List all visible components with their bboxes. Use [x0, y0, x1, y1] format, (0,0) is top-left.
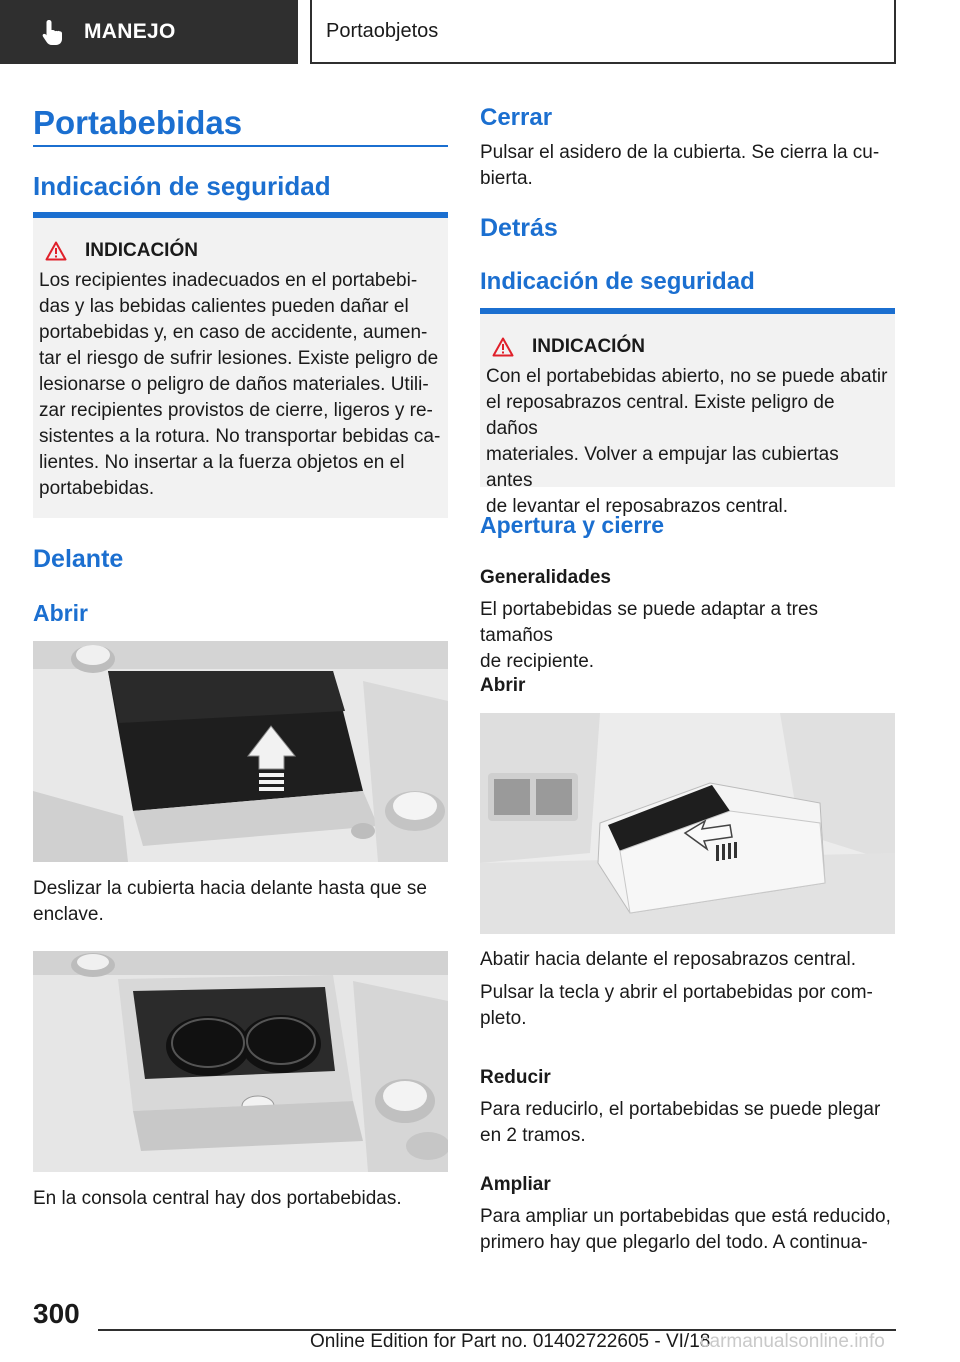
title-rule [33, 145, 448, 147]
rear-armrest-illustration [480, 713, 895, 934]
rear-open-heading: Abrir [480, 675, 526, 696]
safety-heading: Indicación de seguridad [33, 171, 331, 201]
header-topic-box [310, 0, 896, 64]
hand-pointer-icon [40, 18, 66, 46]
rear-heading: Detrás [480, 214, 558, 242]
reduce-heading: Reducir [480, 1067, 551, 1088]
expand-text: Para ampliar un portabebidas que está reducido, primero hay que plegarlo del todo. A continua- [480, 1206, 891, 1253]
press-button-text: Pulsar la tecla y abrir el portabebidas por com- pleto. [480, 982, 873, 1029]
header-section-tab [0, 0, 298, 64]
front-heading: Delante [33, 545, 124, 573]
console-cover-illustration [33, 641, 448, 862]
close-heading: Cerrar [480, 104, 553, 131]
rear-safety-notice [480, 314, 895, 517]
watermark-text: carmanualsonline.info [700, 1331, 885, 1352]
warning-icon [492, 337, 514, 357]
reduce-text: Para reducirlo, el portabebidas se puede plegar en 2 tramos. [480, 1099, 881, 1146]
section-label: MANEJO [84, 20, 176, 43]
notice-text: Los recipientes inadecuados en el portabebi- das y las bebidas calientes pueden dañar el portabebidas y, en caso de accidente, aumen- tar el riesgo de sufrir lesiones. Existe peligro de lesionarse o peligro de daños materiales. Utili- zar recipientes provistos de cierre, ligeros y re- sistentes a la rotura. No transportar bebidas ca- lientes. No insertar a la fuerza objetos en el portabebidas. [39, 270, 441, 499]
open-heading: Abrir [33, 600, 88, 626]
edition-note: Online Edition for Part no. 01402722605 - VI/18 [310, 1331, 711, 1352]
page-title: Portabebidas [33, 104, 243, 141]
notice-title: INDICACIÓN [85, 240, 198, 261]
caption-two-holders: En la consola central hay dos portabebidas. [33, 1188, 402, 1209]
cup-holders-illustration [33, 951, 448, 1172]
safety-notice [33, 218, 448, 518]
rear-armrest-photo [480, 713, 895, 934]
general-heading: Generalidades [480, 567, 611, 588]
close-text: Pulsar el asidero de la cubierta. Se cierra la cu- bierta. [480, 142, 880, 189]
rear-notice-text: Con el portabebidas abierto, no se puede abatir el reposabrazos central. Existe peligro de daños materiales. Volver a empujar las cubiertas antes de levantar el reposabrazos central. [486, 366, 888, 517]
rear-safety-heading: Indicación de seguridad [480, 268, 755, 295]
caption-fold-armrest: Abatir hacia delante el reposabrazos central. [480, 949, 857, 970]
caption-slide-cover: Deslizar la cubierta hacia delante hasta que se enclave. [33, 878, 427, 925]
expand-heading: Ampliar [480, 1174, 551, 1195]
console-cover-photo [33, 641, 448, 862]
notice-title: INDICACIÓN [532, 336, 645, 357]
page-number: 300 [33, 1298, 80, 1329]
cup-holders-photo [33, 951, 448, 1172]
topic-label: Portaobjetos [326, 19, 439, 42]
warning-icon [45, 241, 67, 261]
general-text: El portabebidas se puede adaptar a tres tamaños de recipiente. [480, 599, 819, 672]
open-close-heading: Apertura y cierre [480, 512, 665, 538]
